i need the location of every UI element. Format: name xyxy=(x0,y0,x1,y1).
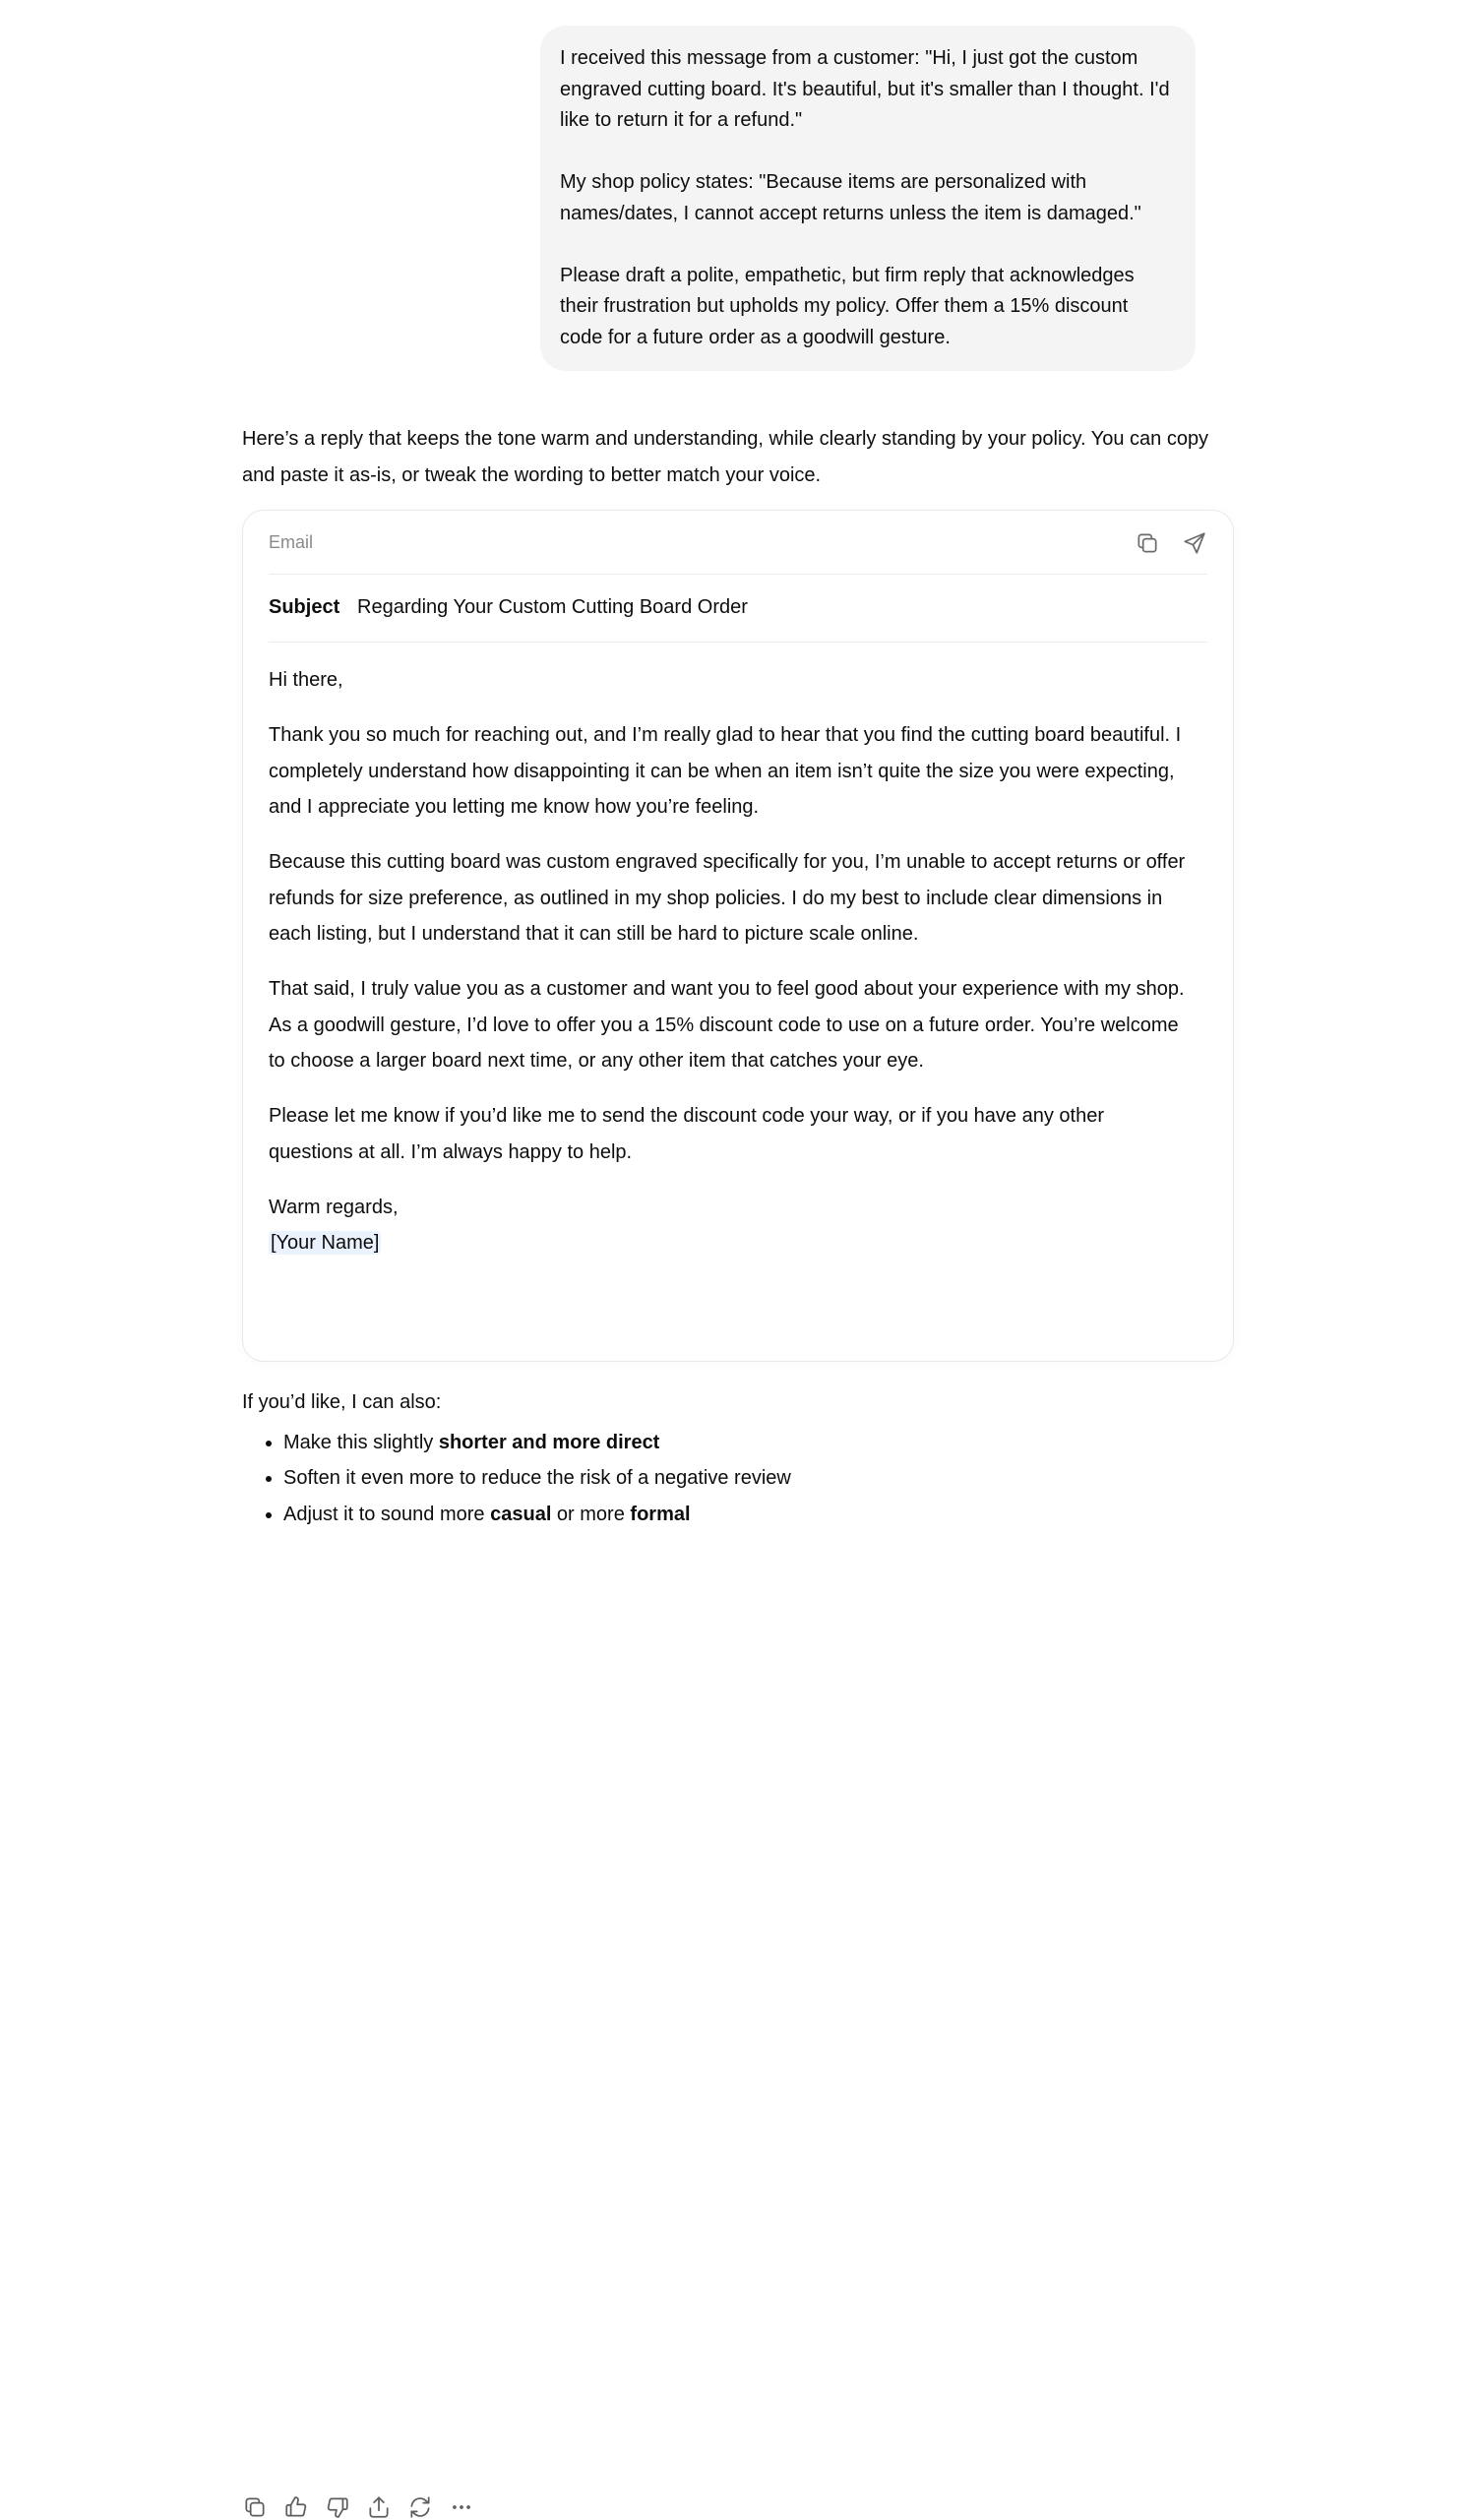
subject-label: Subject xyxy=(269,596,340,618)
suggestion-text: Make this slightly xyxy=(283,1431,439,1453)
user-message-paragraph: I received this message from a customer: "Hi, I just got the custom engraved cutting board. It's beautiful, but it's smaller than I thought. I'd like to return it for a refund." xyxy=(560,47,1170,131)
assistant-intro: Here’s a reply that keeps the tone warm and understanding, while clearly standing by your policy. You can copy and paste it as-is, or tweak the wording to better match your voice. xyxy=(242,428,1209,486)
email-paragraph: That said, I truly value you as a customer and want you to feel good about your experience with my shop. As a goodwill gesture, I’d love to offer you a 15% discount code to use on a future order. You’re welcome to choose a larger board next time, or any other item that catches your eye. xyxy=(269,978,1185,1072)
email-paragraph: Please let me know if you’d like me to send the discount code your way, or if you have any other questions at all. I’m always happy to help. xyxy=(269,1105,1104,1163)
suggestion-bold: formal xyxy=(630,1503,691,1525)
copy-icon[interactable] xyxy=(242,2494,268,2520)
suggestion-list xyxy=(242,1425,1234,1533)
user-message-bubble xyxy=(540,26,1196,371)
copy-icon[interactable] xyxy=(1135,530,1160,556)
thumbs-down-icon[interactable] xyxy=(325,2494,350,2520)
user-message-paragraph: My shop policy states: "Because items are personalized with names/dates, I cannot accept returns unless the item is damaged." xyxy=(560,171,1141,224)
email-body xyxy=(243,643,1219,1261)
user-message-paragraph: Please draft a polite, empathetic, but firm reply that acknowledges their frustration but upholds my policy. Offer them a 15% discount code for a future order as a goodwill gesture. xyxy=(560,264,1135,348)
followup-lead: If you’d like, I can also: xyxy=(242,1391,442,1413)
message-action-bar xyxy=(242,2494,474,2520)
email-card-actions xyxy=(1135,530,1207,556)
thumbs-up-icon[interactable] xyxy=(283,2494,309,2520)
email-card-header xyxy=(269,511,1207,575)
subject-value: Regarding Your Custom Cutting Board Order xyxy=(357,596,748,618)
email-label: Email xyxy=(269,532,314,552)
more-icon[interactable] xyxy=(449,2494,474,2520)
suggestion-text: Soften it even more to reduce the risk of a negative review xyxy=(283,1467,791,1489)
email-signoff: Warm regards, xyxy=(269,1196,399,1218)
send-icon[interactable] xyxy=(1182,530,1207,556)
share-icon[interactable] xyxy=(366,2494,392,2520)
followup-suggestions xyxy=(242,1384,1234,1532)
suggestion-text: Adjust it to sound more xyxy=(283,1503,491,1525)
list-item xyxy=(283,1460,1234,1497)
assistant-message xyxy=(242,421,1234,1525)
suggestion-bold: casual xyxy=(490,1503,552,1525)
suggestion-bold: shorter and more direct xyxy=(438,1431,660,1453)
email-paragraph: Thank you so much for reaching out, and I’m really glad to hear that you find the cutting board beautiful. I completely understand how disappointing it can be when an item isn’t quite the size you were expecting, and I appreciate you letting me know how you’re feeling. xyxy=(269,724,1182,818)
suggestion-text: or more xyxy=(551,1503,631,1525)
list-item xyxy=(283,1425,1234,1461)
list-item xyxy=(283,1497,1234,1533)
email-subject-row xyxy=(269,575,1207,643)
email-draft-card xyxy=(242,510,1234,1362)
regenerate-icon[interactable] xyxy=(407,2494,433,2520)
email-greeting: Hi there, xyxy=(269,669,343,691)
name-placeholder[interactable]: [Your Name] xyxy=(271,1232,380,1254)
email-paragraph: Because this cutting board was custom engraved specifically for you, I’m unable to accept returns or offer refunds for size preference, as outlined in my shop policies. I do my best to include clear dimensions in each listing, but I understand that it can still be hard to picture scale online. xyxy=(269,851,1186,945)
